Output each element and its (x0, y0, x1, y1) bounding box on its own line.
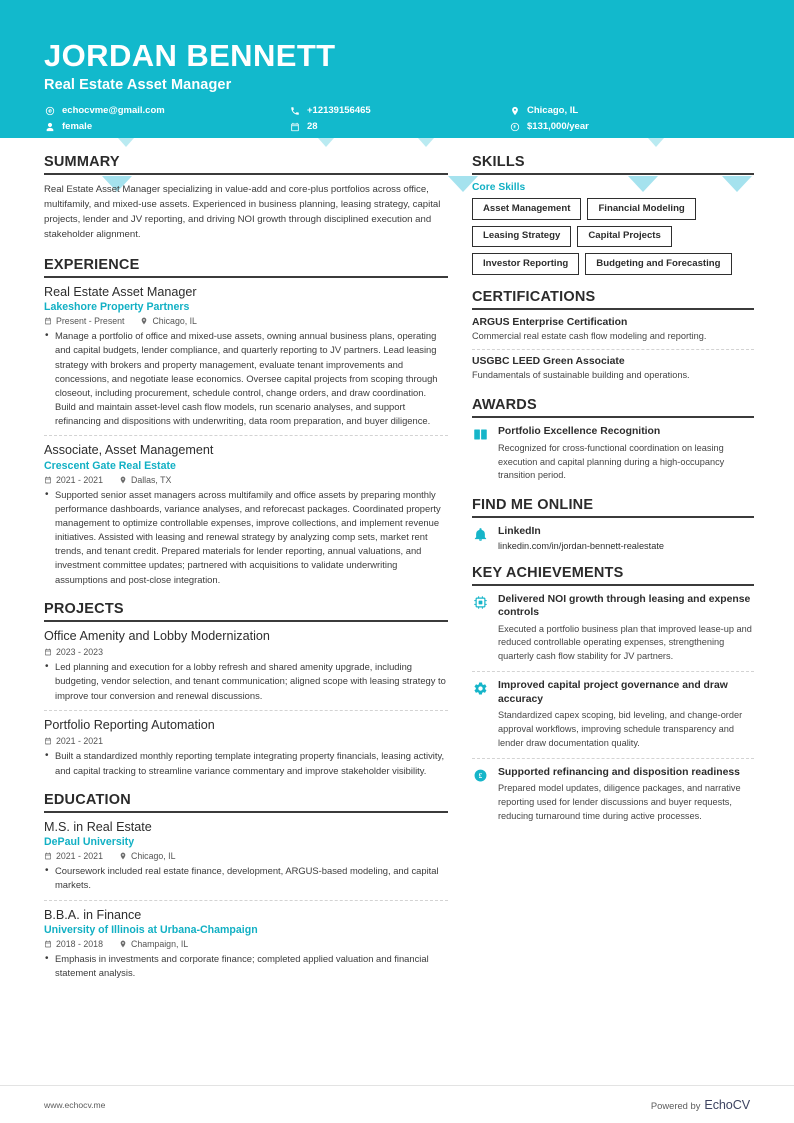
project-dates-label: 2021 - 2021 (56, 736, 103, 747)
bullet-item: • Coursework included real estate finance, development, ARGUS-based modeling, and capital markets. (44, 864, 448, 892)
contact-phone-label: +12139156465 (307, 105, 371, 117)
job-title: Real Estate Asset Manager (44, 76, 232, 93)
book-icon (472, 426, 489, 443)
certification-name: ARGUS Enterprise Certification (472, 316, 628, 328)
at-icon (44, 106, 55, 117)
experience-meta (44, 475, 448, 485)
skill-chip: Budgeting and Forecasting (585, 253, 731, 275)
achievement-item (472, 679, 754, 758)
section-title-certifications: CERTIFICATIONS (472, 289, 754, 310)
project-dates (44, 736, 103, 746)
certification-desc: Fundamentals of sustainable building and operations. (472, 370, 690, 381)
section-experience (44, 257, 448, 587)
contact-phone[interactable] (289, 106, 509, 117)
award-desc: Recognized for cross-functional coordination on leasing execution and capital planning during a high-occupancy transition period. (498, 442, 725, 481)
achievement-body (498, 593, 754, 664)
experience-entry (44, 285, 448, 437)
award-body (498, 425, 754, 483)
achievement-desc: Executed a portfolio business plan that improved lease-up and reduced controllable operating expenses, strengthening quarterly cash flow stability for JV partners. (498, 623, 752, 662)
education-location-label: Chicago, IL (130, 851, 176, 862)
education-dates-label: 2021 - 2021 (56, 851, 103, 862)
education-degree: B.B.A. in Finance (44, 907, 142, 922)
section-certifications (472, 289, 754, 384)
section-key-achievements (472, 565, 754, 824)
footer-powered-label: Powered by (650, 1099, 701, 1111)
experience-location-label: Dallas, TX (130, 474, 172, 485)
resume-footer (0, 1085, 794, 1123)
resume-header (0, 0, 794, 138)
project-entry (44, 718, 448, 778)
footer-brand: EchoCV (704, 1097, 750, 1112)
contact-age (289, 122, 509, 133)
experience-dates (44, 316, 124, 326)
skill-chip: Capital Projects (577, 226, 672, 248)
calendar-icon (44, 737, 52, 745)
achievement-name: Improved capital project governance and draw accuracy (498, 680, 728, 705)
online-profile-item[interactable] (472, 525, 754, 551)
calendar-icon (44, 940, 52, 948)
summary-text: Real Estate Asset Manager specializing in value-add and core-plus portfolios across office, multifamily, and mixed-use assets. Experienced in business planning, leasing strategy, capital projects, lender and JV reporting, and driving NOI growth through disciplined execution and stakeholder alignment. (44, 184, 441, 241)
map-pin-icon (509, 106, 520, 117)
money-icon (509, 122, 520, 133)
project-entry (44, 629, 448, 711)
achievement-name: Delivered NOI growth through leasing and expense controls (498, 593, 751, 619)
achievement-body (498, 766, 754, 824)
project-meta (44, 647, 448, 657)
skill-chip: Leasing Strategy (472, 226, 571, 248)
achievement-name: Supported refinancing and disposition readiness (498, 766, 740, 778)
skills-group-label: Core Skills (472, 182, 526, 193)
contact-gender-label: female (62, 121, 93, 133)
contact-info (44, 106, 750, 133)
bullet-item: • Emphasis in investments and corporate finance; completed applied valuation and financial statement analysis. (44, 952, 448, 980)
section-title-projects: PROJECTS (44, 601, 448, 622)
skills-list (472, 198, 754, 275)
achievement-desc: Prepared model updates, diligence packages, and narrative reporting used for lender discussions and buyer requests, reducing turnaround time during active processes. (498, 783, 741, 821)
section-title-key-achievements: KEY ACHIEVEMENTS (472, 565, 754, 586)
footer-site-url[interactable]: www.echocv.me (44, 1099, 106, 1110)
project-bullets (44, 749, 448, 777)
contact-salary-label: $131,000/year (527, 121, 589, 133)
experience-location (119, 475, 171, 485)
calendar-icon (289, 122, 300, 133)
project-dates (44, 647, 103, 657)
education-entry (44, 908, 448, 981)
education-school: DePaul University (44, 836, 135, 849)
project-dates-label: 2023 - 2023 (56, 647, 103, 658)
map-pin-icon (140, 317, 148, 325)
award-name: Portfolio Excellence Recognition (498, 426, 661, 438)
project-name: Office Amenity and Lobby Modernization (44, 628, 270, 643)
section-title-awards: AWARDS (472, 397, 754, 418)
experience-meta (44, 316, 448, 326)
certification-desc: Commercial real estate cash flow modeling and reporting. (472, 330, 707, 341)
experience-bullets (44, 488, 448, 587)
education-school: University of Illinois at Urbana-Champaign (44, 924, 258, 937)
contact-email[interactable] (44, 106, 289, 117)
award-item (472, 425, 754, 483)
person-icon (44, 122, 55, 133)
education-bullets (44, 864, 448, 892)
experience-dates (44, 475, 103, 485)
contact-email-label: echocvme@gmail.com (62, 105, 165, 117)
achievement-item (472, 766, 754, 824)
skill-chip: Asset Management (472, 198, 581, 220)
online-profile-url[interactable]: linkedin.com/in/jordan-bennett-realestate (498, 540, 664, 551)
education-bullets (44, 952, 448, 980)
section-title-skills: SKILLS (472, 154, 754, 175)
section-title-find-me-online: FIND ME ONLINE (472, 497, 754, 518)
project-name: Portfolio Reporting Automation (44, 717, 215, 732)
experience-bullets (44, 329, 448, 428)
education-location (119, 851, 176, 861)
left-column (44, 154, 448, 995)
project-meta (44, 736, 448, 746)
online-profile-name: LinkedIn (498, 526, 541, 538)
contact-location (509, 106, 750, 117)
section-skills (472, 154, 754, 275)
experience-role: Real Estate Asset Manager (44, 284, 197, 299)
achievement-item (472, 593, 754, 672)
svg-text:£: £ (478, 772, 483, 780)
certification-name: USGBC LEED Green Associate (472, 356, 625, 368)
map-pin-icon (119, 852, 127, 860)
map-pin-icon (119, 476, 127, 484)
experience-dates-label: 2021 - 2021 (56, 474, 103, 485)
section-awards (472, 397, 754, 483)
education-location-label: Champaign, IL (130, 939, 189, 950)
education-dates (44, 939, 103, 949)
calendar-icon (44, 317, 52, 325)
experience-role: Associate, Asset Management (44, 443, 214, 458)
section-title-experience: EXPERIENCE (44, 257, 448, 278)
contact-salary (509, 122, 750, 133)
contact-age-label: 28 (307, 121, 318, 133)
education-location (119, 939, 188, 949)
section-title-education: EDUCATION (44, 792, 448, 813)
skill-chip: Financial Modeling (587, 198, 695, 220)
resume-body (0, 138, 794, 995)
achievement-body (498, 679, 754, 750)
education-meta (44, 939, 448, 949)
bullet-item: • Supported senior asset managers across multifamily and office assets by preparing monthly performance dashboards, variance analyses, and reforecast packages. Coordinated property management to optimize controllable expenses, improve collections, and implement revenue initiatives. Assisted with leasing and renewal strategy by analyzing comp sets, market rent trends, and tenant credit. Prepared materials for lender reporting, annual valuations, and investment committee updates; partnered with acquisitions to validate underwriting assumptions and post-close integration. (44, 488, 448, 587)
experience-company: Crescent Gate Real Estate (44, 459, 176, 472)
section-projects (44, 601, 448, 778)
pound-circle-icon (472, 767, 489, 784)
experience-location-label: Chicago, IL (152, 316, 197, 327)
phone-icon (289, 106, 300, 117)
bell-icon (472, 526, 489, 543)
calendar-icon (44, 648, 52, 656)
online-profile-body (498, 525, 754, 551)
education-dates (44, 851, 103, 861)
education-degree: M.S. in Real Estate (44, 819, 152, 834)
education-dates-label: 2018 - 2018 (56, 939, 103, 950)
achievement-desc: Standardized capex scoping, bid leveling, and change-order approval workflows, improving schedule transparency and lender draw documentation quality. (498, 710, 743, 748)
certification-item (472, 356, 754, 383)
chip-icon (472, 594, 489, 611)
calendar-icon (44, 476, 52, 484)
experience-location (140, 316, 197, 326)
calendar-icon (44, 852, 52, 860)
experience-entry (44, 443, 448, 587)
contact-location-label: Chicago, IL (527, 105, 579, 117)
experience-company: Lakeshore Property Partners (44, 301, 190, 314)
skill-chip: Investor Reporting (472, 253, 579, 275)
education-entry (44, 820, 448, 901)
map-pin-icon (119, 940, 127, 948)
section-title-summary: SUMMARY (44, 154, 448, 175)
right-column (472, 154, 754, 837)
experience-dates-label: Present - Present (56, 316, 125, 327)
page-title: JORDAN BENNETT (44, 38, 336, 73)
bullet-item: • Led planning and execution for a lobby refresh and shared amenity upgrade, including budgeting, vendor selection, and tenant communication; aligned scope with leasing strategy to improve tour conversion and renewal discussions. (44, 660, 448, 702)
contact-gender (44, 122, 289, 133)
section-summary (44, 154, 448, 243)
footer-powered-by (651, 1098, 750, 1112)
gear-icon (472, 680, 489, 697)
section-find-me-online (472, 497, 754, 551)
education-meta (44, 851, 448, 861)
bullet-item: • Built a standardized monthly reporting template integrating property financials, leasing activity, and capital tracking to streamline variance commentary and improve stakeholder visibility. (44, 749, 448, 777)
section-education (44, 792, 448, 981)
certification-item (472, 317, 754, 351)
bullet-item: • Manage a portfolio of office and mixed-use assets, owning annual business plans, operating and capital budgets, lender compliance, and quarterly reporting to JV partners. Lead leasing strategy with brokers and property management, evaluate tenant improvements and concessions, and negotiate lease economics. Oversee capital projects from scoping through closeout, including procurement, schedule control, change orders, and draw coordination. Build and maintain asset-level cash flow models, run scenario analyses, and support refinancing and dispositions with underwriting, data room preparation, and buyer diligence. (44, 329, 448, 428)
project-bullets (44, 660, 448, 702)
